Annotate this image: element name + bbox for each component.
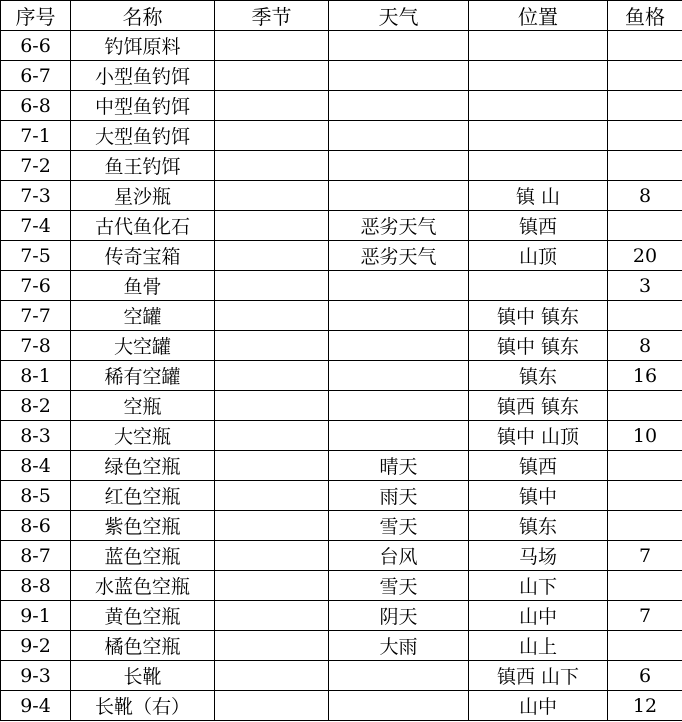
table-row [1, 241, 682, 271]
cell-season [215, 31, 329, 61]
cell-weather [329, 331, 469, 361]
table-row [1, 481, 682, 511]
cell-grid [608, 391, 682, 421]
table-row [1, 691, 682, 721]
cell-name: 稀有空罐 [71, 361, 215, 391]
cell-season [215, 361, 329, 391]
cell-weather [329, 691, 469, 721]
cell-location [469, 61, 608, 91]
cell-location: 山上 [469, 631, 608, 661]
table-row [1, 541, 682, 571]
cell-season [215, 181, 329, 211]
cell-name: 空瓶 [71, 391, 215, 421]
header-name: 名称 [71, 1, 215, 31]
table-row [1, 361, 682, 391]
cell-name: 长靴 [71, 661, 215, 691]
table-row [1, 151, 682, 181]
cell-season [215, 541, 329, 571]
cell-location: 镇中 镇东 [469, 331, 608, 361]
header-row [1, 1, 682, 31]
cell-index: 8-8 [1, 571, 71, 601]
cell-index: 7-6 [1, 271, 71, 301]
cell-grid [608, 631, 682, 661]
cell-name: 中型鱼钓饵 [71, 91, 215, 121]
cell-index: 8-7 [1, 541, 71, 571]
cell-grid: 12 [608, 691, 682, 721]
cell-index: 6-7 [1, 61, 71, 91]
cell-season [215, 661, 329, 691]
cell-grid: 8 [608, 331, 682, 361]
cell-season [215, 331, 329, 361]
cell-name: 鱼王钓饵 [71, 151, 215, 181]
cell-weather: 雪天 [329, 571, 469, 601]
header-weather: 天气 [329, 1, 469, 31]
cell-location [469, 121, 608, 151]
header-index: 序号 [1, 1, 71, 31]
cell-weather: 台风 [329, 541, 469, 571]
cell-index: 9-1 [1, 601, 71, 631]
cell-index: 7-3 [1, 181, 71, 211]
cell-grid [608, 571, 682, 601]
cell-name: 大型鱼钓饵 [71, 121, 215, 151]
cell-grid [608, 511, 682, 541]
header-season: 季节 [215, 1, 329, 31]
cell-index: 7-5 [1, 241, 71, 271]
cell-location [469, 271, 608, 301]
cell-grid: 7 [608, 601, 682, 631]
cell-index: 7-2 [1, 151, 71, 181]
cell-index: 8-3 [1, 421, 71, 451]
table-row [1, 271, 682, 301]
cell-weather [329, 301, 469, 331]
cell-weather: 大雨 [329, 631, 469, 661]
cell-location: 镇西 [469, 211, 608, 241]
cell-grid [608, 31, 682, 61]
cell-location: 镇中 山顶 [469, 421, 608, 451]
cell-grid: 16 [608, 361, 682, 391]
cell-index: 7-4 [1, 211, 71, 241]
header-location: 位置 [469, 1, 608, 31]
cell-weather [329, 271, 469, 301]
cell-season [215, 151, 329, 181]
table-row [1, 571, 682, 601]
cell-grid [608, 61, 682, 91]
cell-weather: 雪天 [329, 511, 469, 541]
cell-location: 镇西 镇东 [469, 391, 608, 421]
cell-grid [608, 121, 682, 151]
cell-index: 9-4 [1, 691, 71, 721]
cell-index: 9-2 [1, 631, 71, 661]
cell-location: 镇西 [469, 451, 608, 481]
cell-grid: 20 [608, 241, 682, 271]
table-row [1, 181, 682, 211]
cell-name: 大空瓶 [71, 421, 215, 451]
cell-name: 黄色空瓶 [71, 601, 215, 631]
table-row [1, 391, 682, 421]
cell-weather [329, 181, 469, 211]
cell-name: 传奇宝箱 [71, 241, 215, 271]
table-row [1, 421, 682, 451]
cell-grid: 6 [608, 661, 682, 691]
cell-grid [608, 151, 682, 181]
table-row [1, 631, 682, 661]
table-row [1, 211, 682, 241]
cell-index: 8-2 [1, 391, 71, 421]
cell-season [215, 691, 329, 721]
table-row [1, 511, 682, 541]
cell-season [215, 91, 329, 121]
cell-location [469, 91, 608, 121]
cell-season [215, 271, 329, 301]
cell-season [215, 421, 329, 451]
cell-location: 马场 [469, 541, 608, 571]
cell-location: 山下 [469, 571, 608, 601]
cell-index: 7-8 [1, 331, 71, 361]
cell-name: 空罐 [71, 301, 215, 331]
cell-location [469, 151, 608, 181]
table-row [1, 661, 682, 691]
cell-grid: 3 [608, 271, 682, 301]
table-row [1, 301, 682, 331]
cell-name: 橘色空瓶 [71, 631, 215, 661]
cell-location: 山顶 [469, 241, 608, 271]
table-row [1, 451, 682, 481]
cell-location: 镇中 镇东 [469, 301, 608, 331]
cell-weather [329, 421, 469, 451]
cell-location: 山中 [469, 691, 608, 721]
cell-season [215, 241, 329, 271]
cell-weather [329, 61, 469, 91]
cell-season [215, 391, 329, 421]
cell-name: 红色空瓶 [71, 481, 215, 511]
cell-index: 6-6 [1, 31, 71, 61]
cell-location: 镇东 [469, 511, 608, 541]
header-grid: 鱼格 [608, 1, 682, 31]
cell-name: 绿色空瓶 [71, 451, 215, 481]
cell-weather: 恶劣天气 [329, 211, 469, 241]
cell-season [215, 511, 329, 541]
cell-season [215, 121, 329, 151]
cell-season [215, 61, 329, 91]
cell-grid [608, 211, 682, 241]
cell-grid: 7 [608, 541, 682, 571]
cell-weather [329, 31, 469, 61]
cell-grid: 8 [608, 181, 682, 211]
cell-index: 8-1 [1, 361, 71, 391]
cell-name: 星沙瓶 [71, 181, 215, 211]
cell-name: 大空罐 [71, 331, 215, 361]
cell-weather [329, 121, 469, 151]
cell-season [215, 481, 329, 511]
cell-name: 鱼骨 [71, 271, 215, 301]
cell-name: 钓饵原料 [71, 31, 215, 61]
cell-weather [329, 361, 469, 391]
table-row [1, 121, 682, 151]
cell-weather: 雨天 [329, 481, 469, 511]
cell-index: 7-7 [1, 301, 71, 331]
table-row [1, 331, 682, 361]
cell-name: 小型鱼钓饵 [71, 61, 215, 91]
cell-season [215, 301, 329, 331]
cell-season [215, 451, 329, 481]
cell-grid [608, 451, 682, 481]
table-row [1, 91, 682, 121]
cell-location: 山中 [469, 601, 608, 631]
cell-weather: 晴天 [329, 451, 469, 481]
table-row [1, 31, 682, 61]
cell-name: 古代鱼化石 [71, 211, 215, 241]
cell-name: 蓝色空瓶 [71, 541, 215, 571]
table-row [1, 61, 682, 91]
cell-index: 7-1 [1, 121, 71, 151]
cell-weather: 阴天 [329, 601, 469, 631]
cell-name: 水蓝色空瓶 [71, 571, 215, 601]
cell-location [469, 31, 608, 61]
cell-weather: 恶劣天气 [329, 241, 469, 271]
cell-weather [329, 91, 469, 121]
cell-grid [608, 91, 682, 121]
cell-location: 镇中 [469, 481, 608, 511]
cell-location: 镇 山 [469, 181, 608, 211]
cell-index: 6-8 [1, 91, 71, 121]
cell-grid [608, 301, 682, 331]
cell-name: 紫色空瓶 [71, 511, 215, 541]
cell-grid: 10 [608, 421, 682, 451]
cell-season [215, 571, 329, 601]
table-row [1, 601, 682, 631]
cell-index: 8-4 [1, 451, 71, 481]
cell-season [215, 211, 329, 241]
cell-season [215, 601, 329, 631]
cell-name: 长靴（右） [71, 691, 215, 721]
cell-weather [329, 391, 469, 421]
cell-index: 9-3 [1, 661, 71, 691]
cell-weather [329, 661, 469, 691]
cell-index: 8-5 [1, 481, 71, 511]
cell-location: 镇东 [469, 361, 608, 391]
cell-grid [608, 481, 682, 511]
cell-index: 8-6 [1, 511, 71, 541]
cell-weather [329, 151, 469, 181]
cell-location: 镇西 山下 [469, 661, 608, 691]
cell-season [215, 631, 329, 661]
